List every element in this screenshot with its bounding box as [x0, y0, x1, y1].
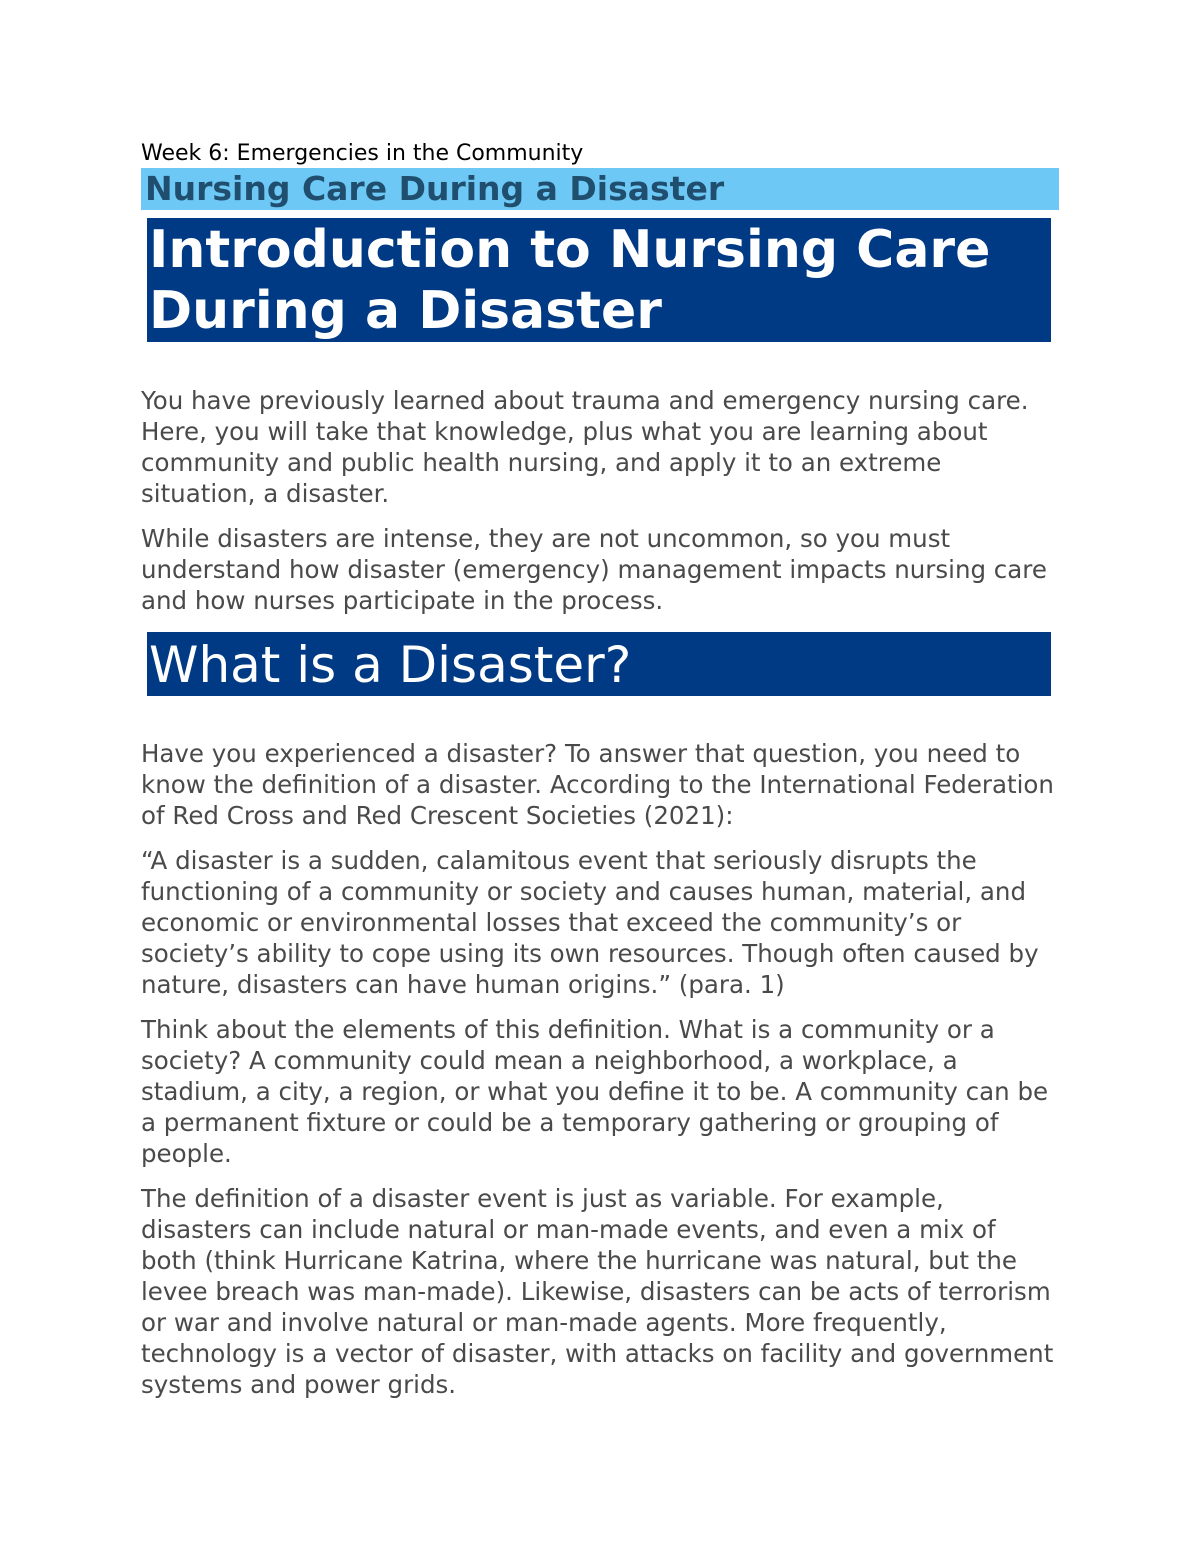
paragraph: Think about the elements of this definition. What is a community or a society? A community could mean a neighborhood, a workplace, a stadium, a city, a region, or what you define it to be. A community can be a permanent fixture or could be a temporary gathering or grouping of people. [141, 1014, 1049, 1168]
document-page [141, 140, 1059, 1400]
section-introduction [141, 218, 1059, 616]
week-label: Week 6: Emergencies in the Community [141, 141, 584, 166]
paragraph: The definition of a disaster event is just as variable. For example, disasters can include natural or man-made events, and even a mix of both (think Hurricane Katrina, where the hurricane was natural, but the levee breach was man-made). Likewise, disasters can be acts of terrorism or war and involve natural or man-made agents. More frequently, technology is a vector of disaster, with attacks on facility and government systems and power grids. [141, 1183, 1054, 1399]
document-title: Nursing Care During a Disaster [141, 168, 1059, 210]
section-what-is-a-disaster [141, 632, 1059, 1400]
section-heading-introduction: Introduction to Nursing Care During a Disaster [147, 218, 1051, 342]
section-heading-what-is-a-disaster: What is a Disaster? [147, 632, 1051, 696]
definition-quote: “A disaster is a sudden, calamitous event that seriously disrupts the functioning of a community or society and causes human, material, and economic or environmental losses that exceed the community’s or society’s ability to cope using its own resources. Though often caused by nature, disasters can have human origins.” (para. 1) [141, 845, 1039, 999]
paragraph: You have previously learned about trauma and emergency nursing care. Here, you will take that knowledge, plus what you are learning about community and public health nursing, and apply it to an extreme situation, a disaster. [141, 386, 1029, 509]
paragraph: Have you experienced a disaster? To answer that question, you need to know the definition of a disaster. According to the International Federation of Red Cross and Red Crescent Societies (2021): [141, 738, 1054, 830]
paragraph: While disasters are intense, they are not uncommon, so you must understand how disaster (emergency) management impacts nursing care and how nurses participate in the process. [141, 524, 1047, 616]
